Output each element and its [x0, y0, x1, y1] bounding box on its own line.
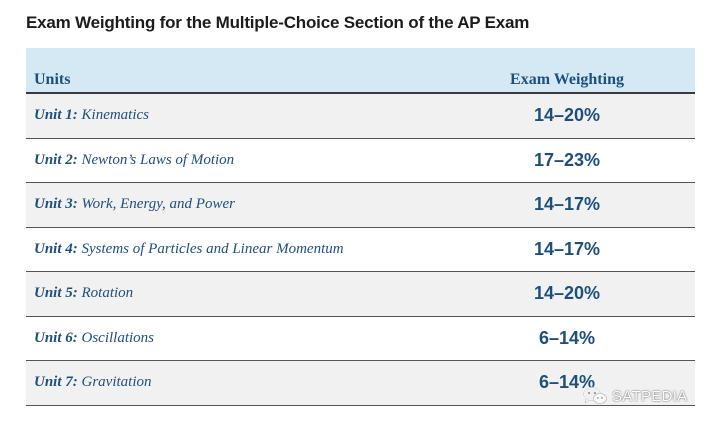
header-units: Units [34, 71, 71, 88]
weighting-cell: 14–20% [533, 105, 601, 125]
unit-topic: Kinematics [81, 107, 150, 123]
unit-topic: Newton’s Laws of Motion [81, 151, 235, 168]
unit-number: Unit 6: [34, 329, 78, 346]
header-exam-weighting: Exam Weighting [510, 71, 624, 88]
table-row [26, 228, 695, 273]
unit-cell [34, 152, 234, 169]
unit-number: Unit 7: [34, 374, 78, 390]
weighting-cell: 14–17% [533, 238, 601, 259]
watermark [582, 386, 687, 406]
unit-cell [34, 330, 154, 347]
unit-number: Unit 1: [34, 107, 78, 123]
unit-cell [34, 107, 149, 124]
table-row [26, 94, 695, 139]
weighting-cell: 14–20% [533, 283, 601, 303]
table-row [26, 183, 695, 228]
unit-topic: Rotation [81, 285, 134, 301]
unit-number: Unit 2: [34, 151, 78, 168]
weighting-table [26, 48, 695, 406]
unit-number: Unit 5: [34, 285, 78, 301]
table-row [26, 272, 695, 317]
watermark-text: SATPEDIA [612, 387, 688, 405]
unit-number: Unit 4: [34, 240, 78, 257]
unit-cell [34, 196, 235, 213]
table-row [26, 317, 695, 362]
unit-topic: Systems of Particles and Linear Momentum [81, 240, 344, 257]
page-title: Exam Weighting for the Multiple-Choice Section of the AP Exam [26, 13, 530, 32]
unit-number: Unit 3: [34, 196, 78, 212]
unit-cell [34, 374, 152, 391]
weighting-cell: 17–23% [533, 149, 601, 170]
unit-cell [34, 285, 133, 302]
unit-topic: Work, Energy, and Power [81, 196, 235, 212]
wechat-icon [582, 386, 608, 406]
table-row [26, 139, 695, 184]
table-header [26, 48, 695, 94]
weighting-cell: 14–17% [533, 194, 601, 214]
weighting-cell: 6–14% [538, 327, 596, 348]
unit-topic: Oscillations [81, 329, 155, 346]
unit-cell [34, 241, 344, 258]
weighting-cell: 6–14% [538, 372, 596, 392]
unit-topic: Gravitation [81, 374, 152, 390]
